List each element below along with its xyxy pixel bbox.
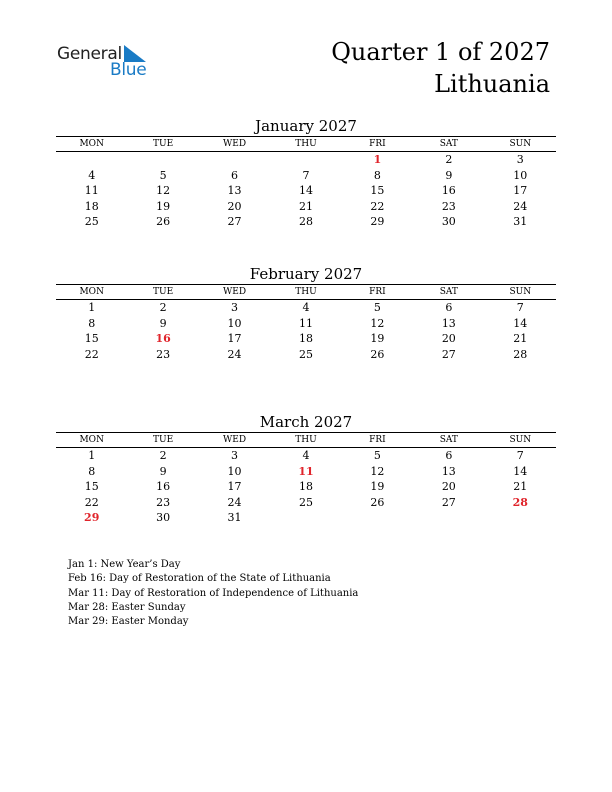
day-cell: 4 (88, 168, 96, 182)
day-cell: 22 (370, 199, 385, 213)
day-cell: 6 (445, 301, 453, 314)
day-cell: 14 (513, 316, 528, 330)
day-cell: 22 (84, 495, 99, 509)
week-row (56, 168, 556, 184)
day-cell: 12 (156, 184, 171, 198)
weekday-label: TUE (127, 137, 198, 152)
day-cell: 13 (227, 184, 242, 198)
day-cell: 24 (227, 495, 242, 509)
day-cell: 7 (516, 449, 524, 462)
day-cell: 29 (370, 215, 385, 229)
day-cell: 20 (441, 332, 456, 346)
day-cell: 1 (88, 449, 96, 462)
day-cell: 23 (156, 495, 171, 509)
day-cell: 4 (302, 449, 310, 462)
holiday-note: Mar 11: Day of Restoration of Independence of Lithuania (68, 587, 359, 599)
weekday-label: MON (56, 137, 127, 152)
day-cell: 2 (159, 301, 167, 314)
weekday-label: TUE (127, 433, 198, 448)
weekday-header-row (56, 285, 556, 300)
day-cell: 11 (84, 184, 99, 198)
weekday-label: MON (56, 285, 127, 300)
day-cell: 20 (441, 480, 456, 494)
weekday-label: SAT (413, 285, 484, 300)
day-cell: 20 (227, 199, 242, 213)
day-cell: 14 (298, 184, 313, 198)
page-title: Quarter 1 of 2027 (331, 38, 550, 66)
day-cell: 26 (156, 215, 171, 229)
day-cell: 10 (513, 168, 528, 182)
holiday-day-cell: 28 (512, 495, 528, 509)
day-cell: 15 (84, 332, 99, 346)
day-cell: 14 (513, 464, 528, 478)
week-row (56, 331, 556, 347)
weekday-label: WED (199, 137, 270, 152)
week-row (56, 199, 556, 215)
day-cell: 24 (513, 199, 528, 213)
weekday-label: MON (56, 433, 127, 448)
holiday-day-cell: 11 (298, 464, 314, 478)
month-march (56, 412, 556, 526)
day-cell: 12 (370, 316, 385, 330)
day-cell: 15 (370, 184, 385, 198)
day-cell: 6 (231, 168, 239, 182)
weekday-label: FRI (342, 285, 413, 300)
day-cell: 16 (441, 184, 456, 198)
day-cell: 8 (88, 464, 96, 478)
day-cell: 27 (227, 215, 242, 229)
weekday-label: SAT (413, 137, 484, 152)
day-cell: 31 (227, 511, 242, 525)
holiday-day-cell: 16 (155, 332, 171, 346)
day-cell: 27 (441, 347, 456, 361)
week-row (56, 510, 556, 526)
holiday-note: Feb 16: Day of Restoration of the State of Lithuania (68, 573, 331, 585)
day-cell: 30 (156, 511, 171, 525)
day-cell: 21 (513, 480, 528, 494)
day-cell: 18 (84, 199, 99, 213)
week-row (56, 300, 556, 316)
day-cell: 6 (445, 449, 453, 462)
weekday-label: THU (270, 433, 341, 448)
weekday-label: FRI (342, 137, 413, 152)
day-cell: 11 (298, 316, 313, 330)
day-cell: 5 (159, 168, 167, 182)
day-cell: 26 (370, 347, 385, 361)
day-cell: 15 (84, 480, 99, 494)
day-cell: 3 (231, 449, 239, 462)
day-cell: 18 (298, 480, 313, 494)
calendar-grid (56, 432, 556, 526)
day-cell: 5 (373, 301, 381, 314)
day-cell: 17 (227, 480, 242, 494)
day-cell: 8 (373, 168, 381, 182)
day-cell: 8 (88, 316, 96, 330)
day-cell: 22 (84, 347, 99, 361)
day-cell: 25 (298, 495, 313, 509)
weekday-label: FRI (342, 433, 413, 448)
week-row (56, 495, 556, 511)
logo-general-text: General (57, 44, 122, 64)
country-name: Lithuania (434, 70, 550, 98)
weekday-label: THU (270, 285, 341, 300)
month-february (56, 264, 556, 362)
day-cell: 17 (513, 184, 528, 198)
week-row (56, 448, 556, 464)
day-cell: 13 (441, 464, 456, 478)
day-cell: 18 (298, 332, 313, 346)
day-cell: 19 (156, 199, 171, 213)
day-cell: 30 (441, 215, 456, 229)
month-title: February 2027 (249, 265, 363, 283)
day-cell: 9 (159, 464, 167, 478)
day-cell: 28 (298, 215, 313, 229)
day-cell: 23 (441, 199, 456, 213)
day-cell: 23 (156, 347, 171, 361)
weekday-label: SAT (413, 433, 484, 448)
day-cell: 24 (227, 347, 242, 361)
day-cell: 21 (298, 199, 313, 213)
holiday-note: Mar 28: Easter Sunday (68, 601, 186, 613)
day-cell: 25 (84, 215, 99, 229)
day-cell: 9 (159, 316, 167, 330)
holiday-note: Mar 29: Easter Monday (68, 616, 189, 628)
day-cell: 5 (373, 449, 381, 462)
day-cell: 10 (227, 464, 242, 478)
day-cell: 10 (227, 316, 242, 330)
day-cell: 12 (370, 464, 385, 478)
empty-day-cell (485, 510, 556, 526)
weekday-label: WED (199, 285, 270, 300)
week-row (56, 464, 556, 480)
month-title: March 2027 (259, 413, 353, 431)
day-cell: 1 (88, 301, 96, 314)
day-cell: 13 (441, 316, 456, 330)
week-row (56, 183, 556, 199)
week-row (56, 347, 556, 363)
empty-day-cell (56, 152, 127, 168)
empty-day-cell (127, 152, 198, 168)
day-cell: 19 (370, 480, 385, 494)
empty-day-cell (270, 510, 341, 526)
day-cell: 31 (513, 215, 528, 229)
day-cell: 4 (302, 301, 310, 314)
logo (57, 44, 177, 84)
day-cell: 3 (231, 301, 239, 314)
day-cell: 17 (227, 332, 242, 346)
day-cell: 26 (370, 495, 385, 509)
day-cell: 7 (516, 301, 524, 314)
day-cell: 28 (513, 347, 528, 361)
holiday-day-cell: 1 (373, 153, 382, 166)
weekday-label: WED (199, 433, 270, 448)
week-row (56, 214, 556, 230)
day-cell: 21 (513, 332, 528, 346)
calendar-grid (56, 284, 556, 362)
weekday-label: SUN (485, 137, 556, 152)
day-cell: 9 (445, 168, 453, 182)
empty-day-cell (199, 152, 270, 168)
calendar-grid (56, 136, 556, 230)
month-title: January 2027 (255, 117, 357, 135)
day-cell: 2 (445, 153, 453, 166)
empty-day-cell (270, 152, 341, 168)
day-cell: 25 (298, 347, 313, 361)
page-header (331, 36, 550, 100)
weekday-header-row (56, 433, 556, 448)
holiday-notes (68, 558, 358, 629)
weekday-header-row (56, 137, 556, 152)
day-cell: 19 (370, 332, 385, 346)
logo-blue-text: Blue (110, 60, 147, 80)
day-cell: 3 (516, 153, 524, 166)
day-cell: 16 (156, 480, 171, 494)
holiday-note: Jan 1: New Year’s Day (68, 559, 181, 570)
week-row (56, 316, 556, 332)
holiday-day-cell: 29 (84, 511, 100, 525)
weekday-label: SUN (485, 433, 556, 448)
week-row (56, 479, 556, 495)
weekday-label: SUN (485, 285, 556, 300)
empty-day-cell (413, 510, 484, 526)
week-row (56, 152, 556, 168)
day-cell: 2 (159, 449, 167, 462)
empty-day-cell (342, 510, 413, 526)
day-cell: 27 (441, 495, 456, 509)
month-january (56, 116, 556, 230)
day-cell: 7 (302, 168, 310, 182)
weekday-label: TUE (127, 285, 198, 300)
weekday-label: THU (270, 137, 341, 152)
